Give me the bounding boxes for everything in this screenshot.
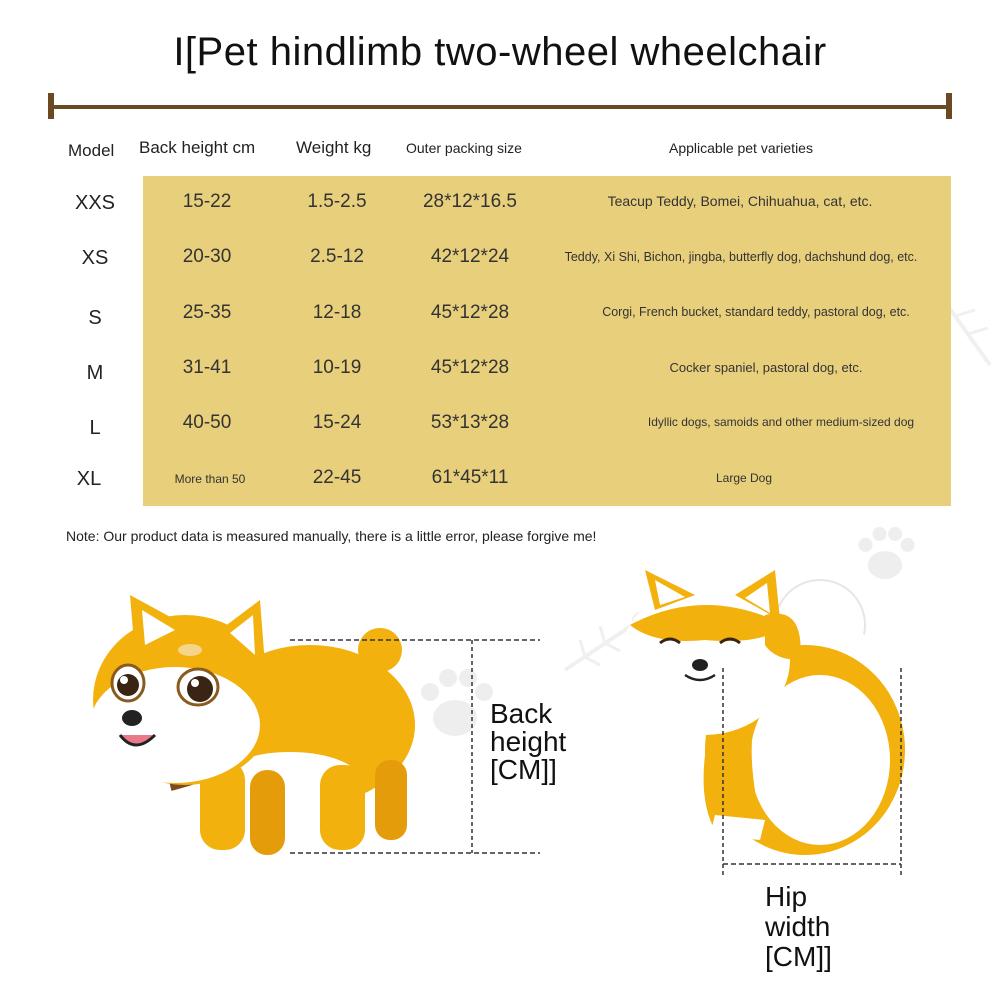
- measurement-note: Note: Our product data is measured manually, there is a little error, please forgive me!: [66, 528, 597, 544]
- cell-variety: Teacup Teddy, Bomei, Chihuahua, cat, etc.: [607, 193, 873, 209]
- cell-back-height: 40-50: [182, 412, 232, 433]
- cell-model: XS: [81, 247, 109, 269]
- cell-model: L: [89, 417, 101, 439]
- cell-weight: 1.5-2.5: [307, 191, 367, 212]
- header-varieties: Applicable pet varieties: [669, 140, 813, 156]
- cell-packing-size: 61*45*11: [431, 467, 509, 488]
- cell-packing-size: 45*12*28: [430, 302, 510, 323]
- cell-model: M: [86, 362, 104, 384]
- cell-back-height: 20-30: [182, 246, 232, 267]
- cell-back-height: 15-22: [182, 191, 232, 212]
- header-model: Model: [68, 141, 115, 160]
- cell-variety: Corgi, French bucket, standard teddy, pastoral dog, etc.: [602, 305, 910, 319]
- cell-model: XL: [76, 468, 102, 490]
- title-divider: [48, 103, 952, 111]
- cell-weight: 2.5-12: [310, 246, 364, 267]
- cell-back-height: 25-35: [182, 302, 232, 323]
- cell-variety: Cocker spaniel, pastoral dog, etc.: [669, 360, 863, 375]
- cell-variety: Idyllic dogs, samoids and other medium-sized dog: [647, 415, 915, 429]
- cell-packing-size: 53*13*28: [430, 412, 510, 433]
- back-height-label: Back height [CM]]: [490, 698, 567, 785]
- cell-back-height: 31-41: [182, 357, 232, 378]
- cell-back-height: More than 50: [174, 472, 246, 486]
- header-weight: Weight kg: [296, 138, 372, 157]
- header-back-height: Back height cm: [139, 138, 256, 157]
- cell-packing-size: 42*12*24: [430, 246, 510, 267]
- cell-packing-size: 28*12*16.5: [422, 191, 518, 212]
- cell-variety: Teddy, Xi Shi, Bichon, jingba, butterfly dog, dachshund dog, etc.: [564, 250, 918, 264]
- cell-weight: 12-18: [312, 302, 362, 323]
- hip-width-dimension: [715, 668, 915, 883]
- page-title: I[Pet hindlimb two-wheel wheelchair: [173, 30, 827, 74]
- cell-packing-size: 45*12*28: [430, 357, 510, 378]
- cell-weight: 10-19: [312, 357, 362, 378]
- header-packing-size: Outer packing size: [406, 140, 522, 156]
- cell-weight: 22-45: [312, 467, 362, 488]
- hip-width-label: Hip width [CM]]: [765, 881, 832, 972]
- cell-variety: Large Dog: [715, 471, 773, 485]
- cell-model: XXS: [74, 192, 116, 214]
- size-table-panel: [143, 176, 951, 506]
- cell-model: S: [88, 307, 102, 329]
- cell-weight: 15-24: [312, 412, 362, 433]
